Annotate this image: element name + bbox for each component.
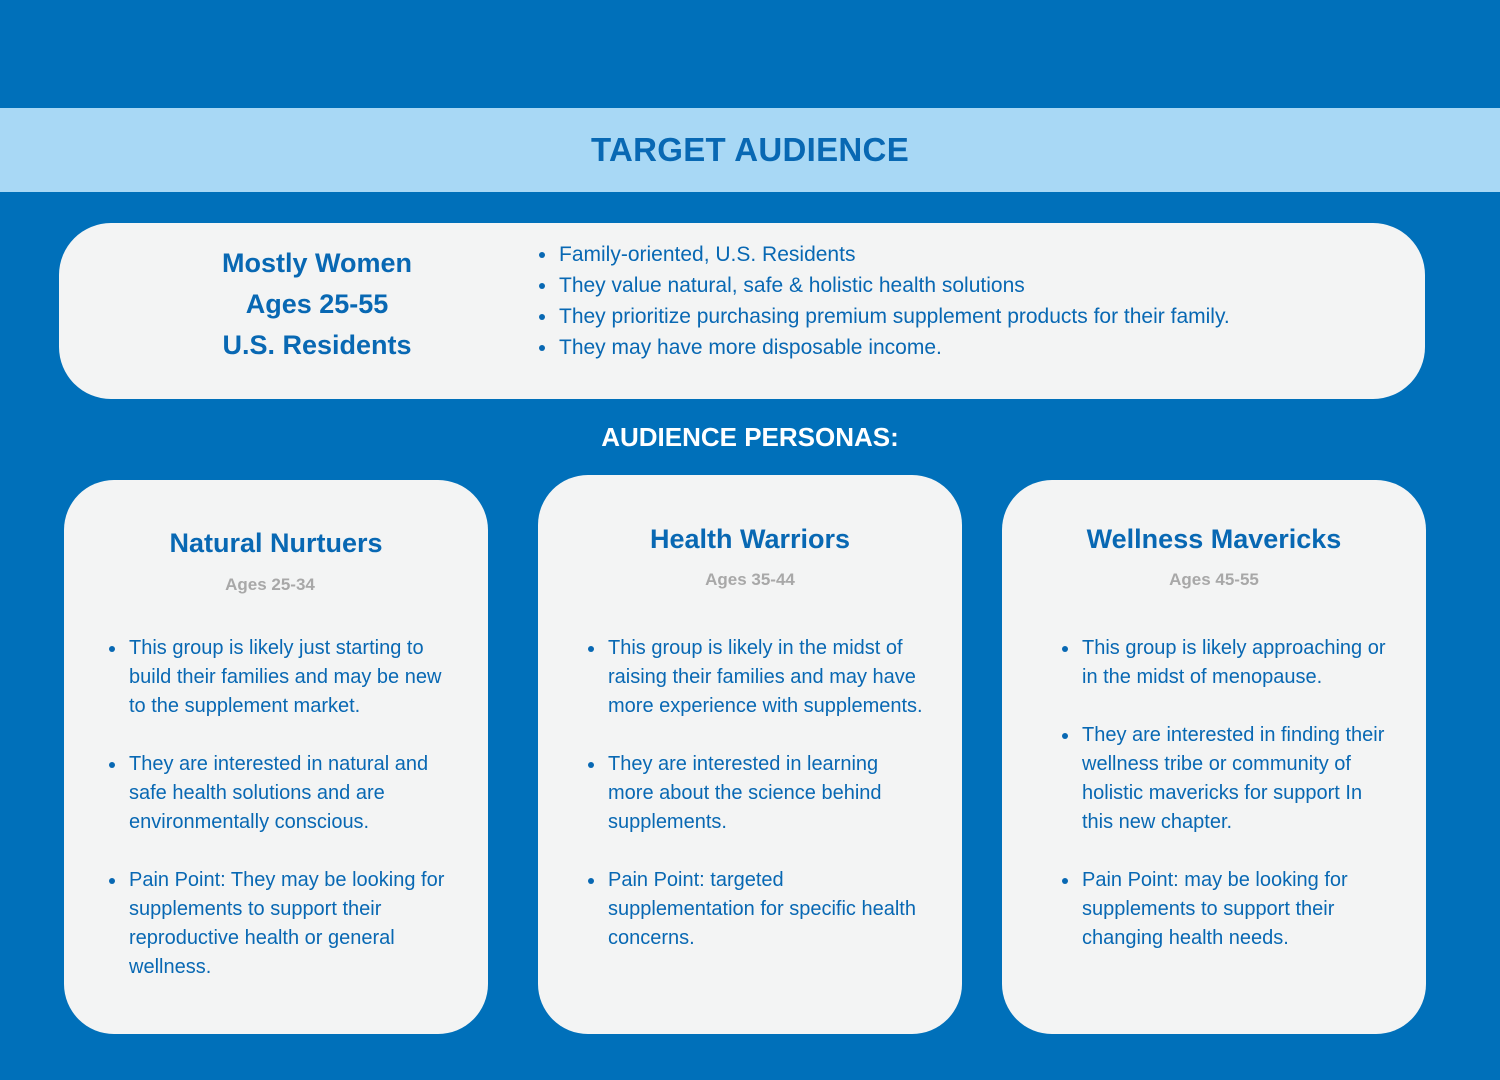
title-banner <box>0 108 1500 192</box>
trait-item: They prioritize purchasing premium supplement products for their family. <box>559 301 1230 332</box>
persona-age: Ages 45-55 <box>1169 570 1259 589</box>
persona-point: This group is likely just starting to build their families and may be new to the supplement market. <box>129 634 459 721</box>
persona-points-list <box>1082 634 1394 953</box>
persona-age: Ages 25-34 <box>225 575 315 594</box>
persona-points-list <box>608 634 928 953</box>
demographic-age-range: Ages 25-55 <box>245 289 389 319</box>
persona-point: Pain Point: may be looking for supplements to support their changing health needs. <box>1082 866 1394 953</box>
audience-summary-card <box>59 223 1425 399</box>
page-title: TARGET AUDIENCE <box>591 131 909 168</box>
persona-points-list <box>129 634 459 982</box>
persona-point: This group is likely approaching or in the midst of menopause. <box>1082 634 1394 692</box>
persona-card-health-warriors <box>538 475 962 1034</box>
demographic-residency: U.S. Residents <box>222 330 412 360</box>
trait-item: They value natural, safe & holistic health solutions <box>559 270 1230 301</box>
audience-traits-list <box>537 239 1230 363</box>
persona-card-natural-nurtuers <box>64 480 488 1034</box>
persona-name: Natural Nurtuers <box>169 528 383 558</box>
persona-point: They are interested in natural and safe health solutions and are environmentally conscious. <box>129 750 459 837</box>
personas-heading: AUDIENCE PERSONAS: <box>601 422 899 452</box>
demographic-gender: Mostly Women <box>221 248 412 278</box>
trait-item: Family-oriented, U.S. Residents <box>559 239 1230 270</box>
persona-name: Health Warriors <box>649 524 851 554</box>
persona-card-wellness-mavericks <box>1002 480 1426 1034</box>
persona-age: Ages 35-44 <box>705 570 795 589</box>
trait-item: They may have more disposable income. <box>559 332 1230 363</box>
persona-point: They are interested in finding their wellness tribe or community of holistic mavericks for support In this new chapter. <box>1082 721 1394 837</box>
persona-point: Pain Point: targeted supplementation for specific health concerns. <box>608 866 928 953</box>
persona-point: Pain Point: They may be looking for supplements to support their reproductive health or general wellness. <box>129 866 459 982</box>
persona-point: They are interested in learning more about the science behind supplements. <box>608 750 928 837</box>
persona-name: Wellness Mavericks <box>1086 524 1342 554</box>
persona-point: This group is likely in the midst of raising their families and may have more experience with supplements. <box>608 634 928 721</box>
demographics-block <box>179 243 455 366</box>
